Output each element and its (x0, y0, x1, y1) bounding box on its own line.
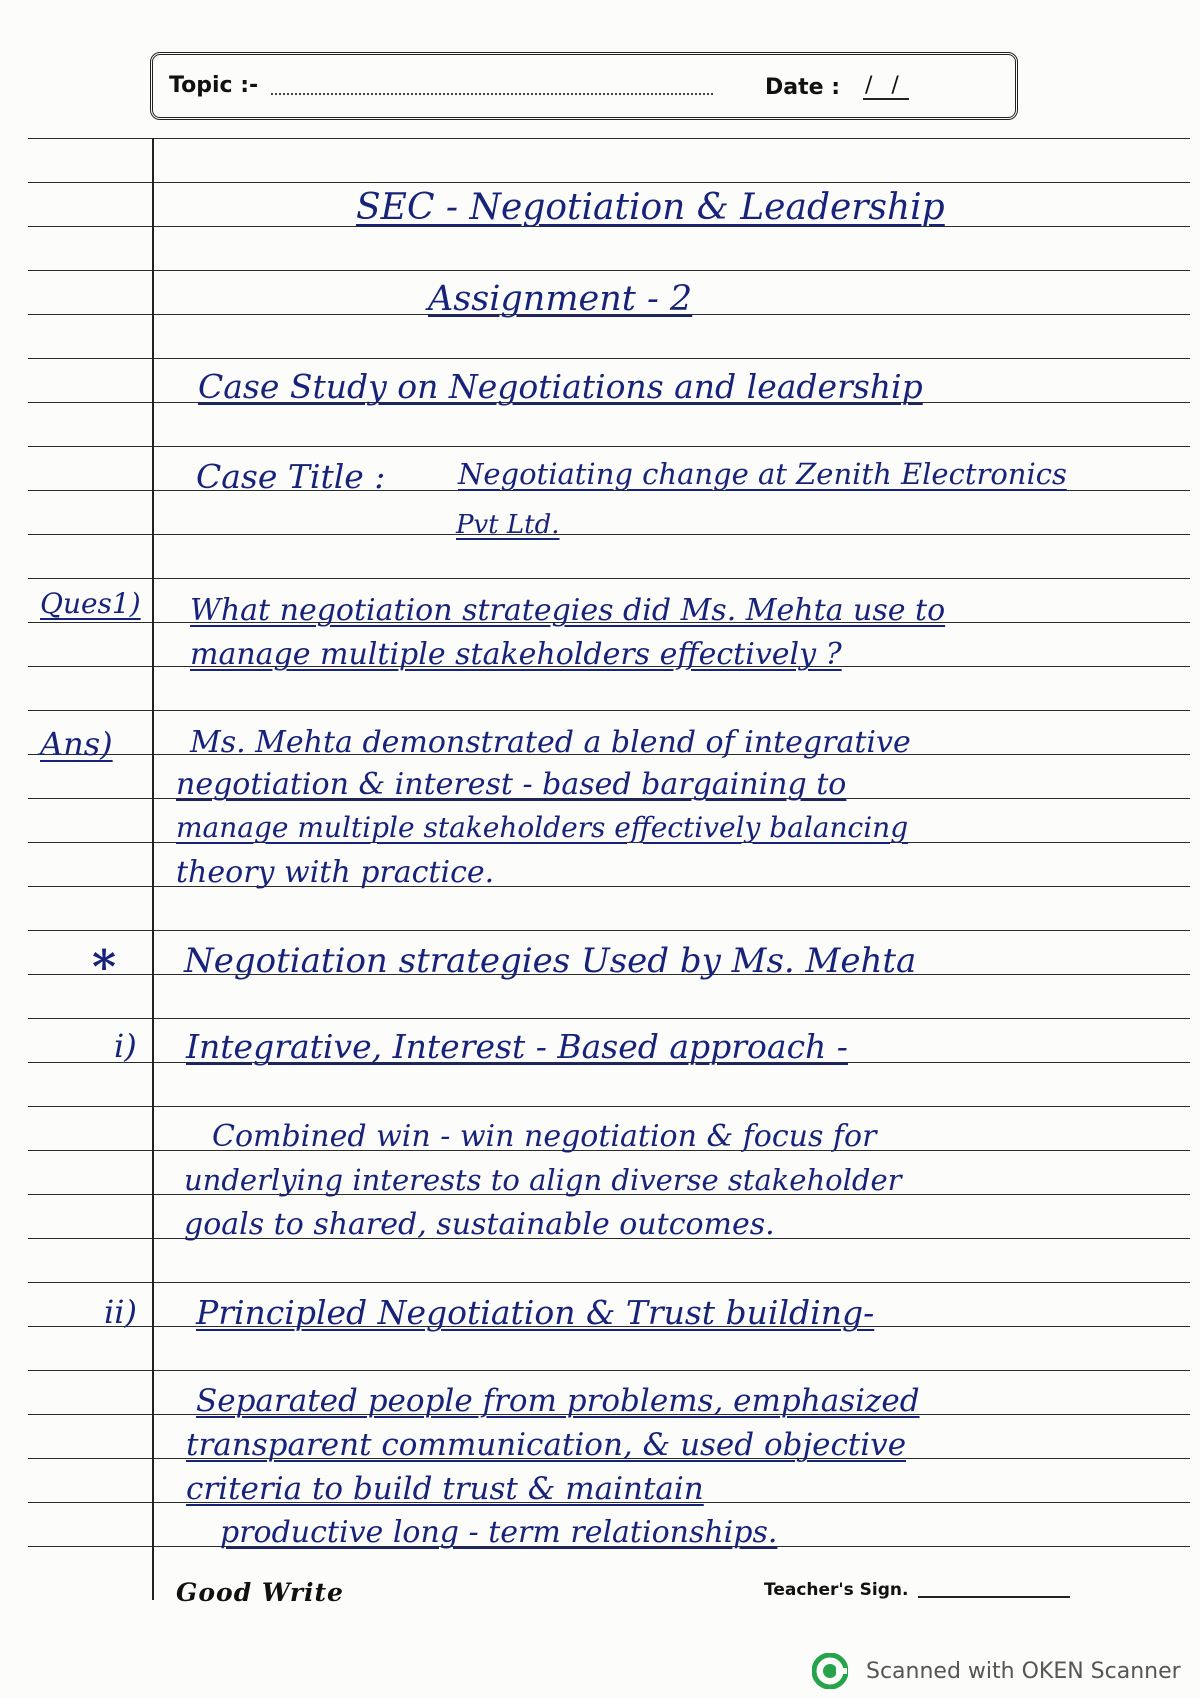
topic-date-header (150, 52, 1018, 120)
question-line-1: What negotiation strategies did Ms. Mehta use to (190, 593, 946, 628)
point-2-line-2: transparent communication, & used objective (186, 1427, 907, 1463)
question-number: Ques1) (40, 587, 141, 620)
ruled-line (28, 710, 1190, 711)
point-2-line-4: productive long - term relationships. (220, 1515, 778, 1550)
oken-scanner-logo-icon (812, 1653, 848, 1689)
ruled-line (28, 446, 1190, 447)
strategies-heading: Negotiation strategies Used by Ms. Mehta (184, 941, 917, 981)
ruled-line (28, 1018, 1190, 1019)
case-study-heading: Case Study on Negotiations and leadership (198, 367, 923, 406)
ruled-line (28, 1370, 1190, 1371)
answer-line-3: manage multiple stakeholders effectively balancing (176, 811, 909, 844)
topic-label: Topic :- (169, 73, 259, 98)
date-blank: / / (863, 73, 909, 100)
scanner-watermark-text: Scanned with OKEN Scanner (866, 1658, 1181, 1684)
point-1-line-3: goals to shared, sustainable outcomes. (184, 1207, 775, 1242)
point-2-line-3: criteria to build trust & maintain (186, 1471, 704, 1507)
ruled-line (28, 1282, 1190, 1283)
ruled-line (28, 270, 1190, 271)
ruled-line (28, 182, 1190, 183)
case-title-label: Case Title : (196, 457, 386, 496)
case-title-line-1: Negotiating change at Zenith Electronics (458, 457, 1067, 491)
ruled-line (28, 358, 1190, 359)
ruled-line (28, 1106, 1190, 1107)
ruled-line (28, 534, 1190, 535)
notebook-brand: Good Write (176, 1578, 344, 1607)
point-2-line-1: Separated people from problems, emphasized (196, 1383, 920, 1419)
date-label: Date : (765, 75, 841, 100)
topic-dotted-line (271, 93, 713, 95)
point-1-line-1: Combined win - win negotiation & focus for (212, 1119, 877, 1154)
asterisk-bullet: * (92, 940, 117, 994)
point-1-number: i) (114, 1027, 137, 1065)
ruled-line (28, 138, 1190, 139)
assignment-title: Assignment - 2 (428, 279, 693, 319)
teacher-sign-line (918, 1596, 1070, 1598)
margin-line (152, 138, 154, 1600)
case-title-line-2: Pvt Ltd. (456, 510, 560, 540)
teacher-sign-label: Teacher's Sign. (764, 1580, 909, 1600)
point-1-heading: Integrative, Interest - Based approach - (186, 1027, 848, 1066)
answer-line-4: theory with practice. (176, 855, 495, 890)
page-title: SEC - Negotiation & Leadership (356, 187, 945, 228)
answer-label: Ans) (40, 725, 113, 763)
point-2-heading: Principled Negotiation & Trust building- (196, 1293, 875, 1332)
answer-line-2: negotiation & interest - based bargaining to (176, 767, 847, 802)
answer-line-1: Ms. Mehta demonstrated a blend of integrative (190, 725, 911, 760)
ruled-line (28, 578, 1190, 579)
scanner-watermark (812, 1653, 1181, 1689)
ruled-line (28, 930, 1190, 931)
point-1-line-2: underlying interests to align diverse stakeholder (184, 1163, 902, 1197)
point-2-number: ii) (104, 1293, 137, 1331)
question-line-2: manage multiple stakeholders effectively ? (190, 637, 842, 672)
